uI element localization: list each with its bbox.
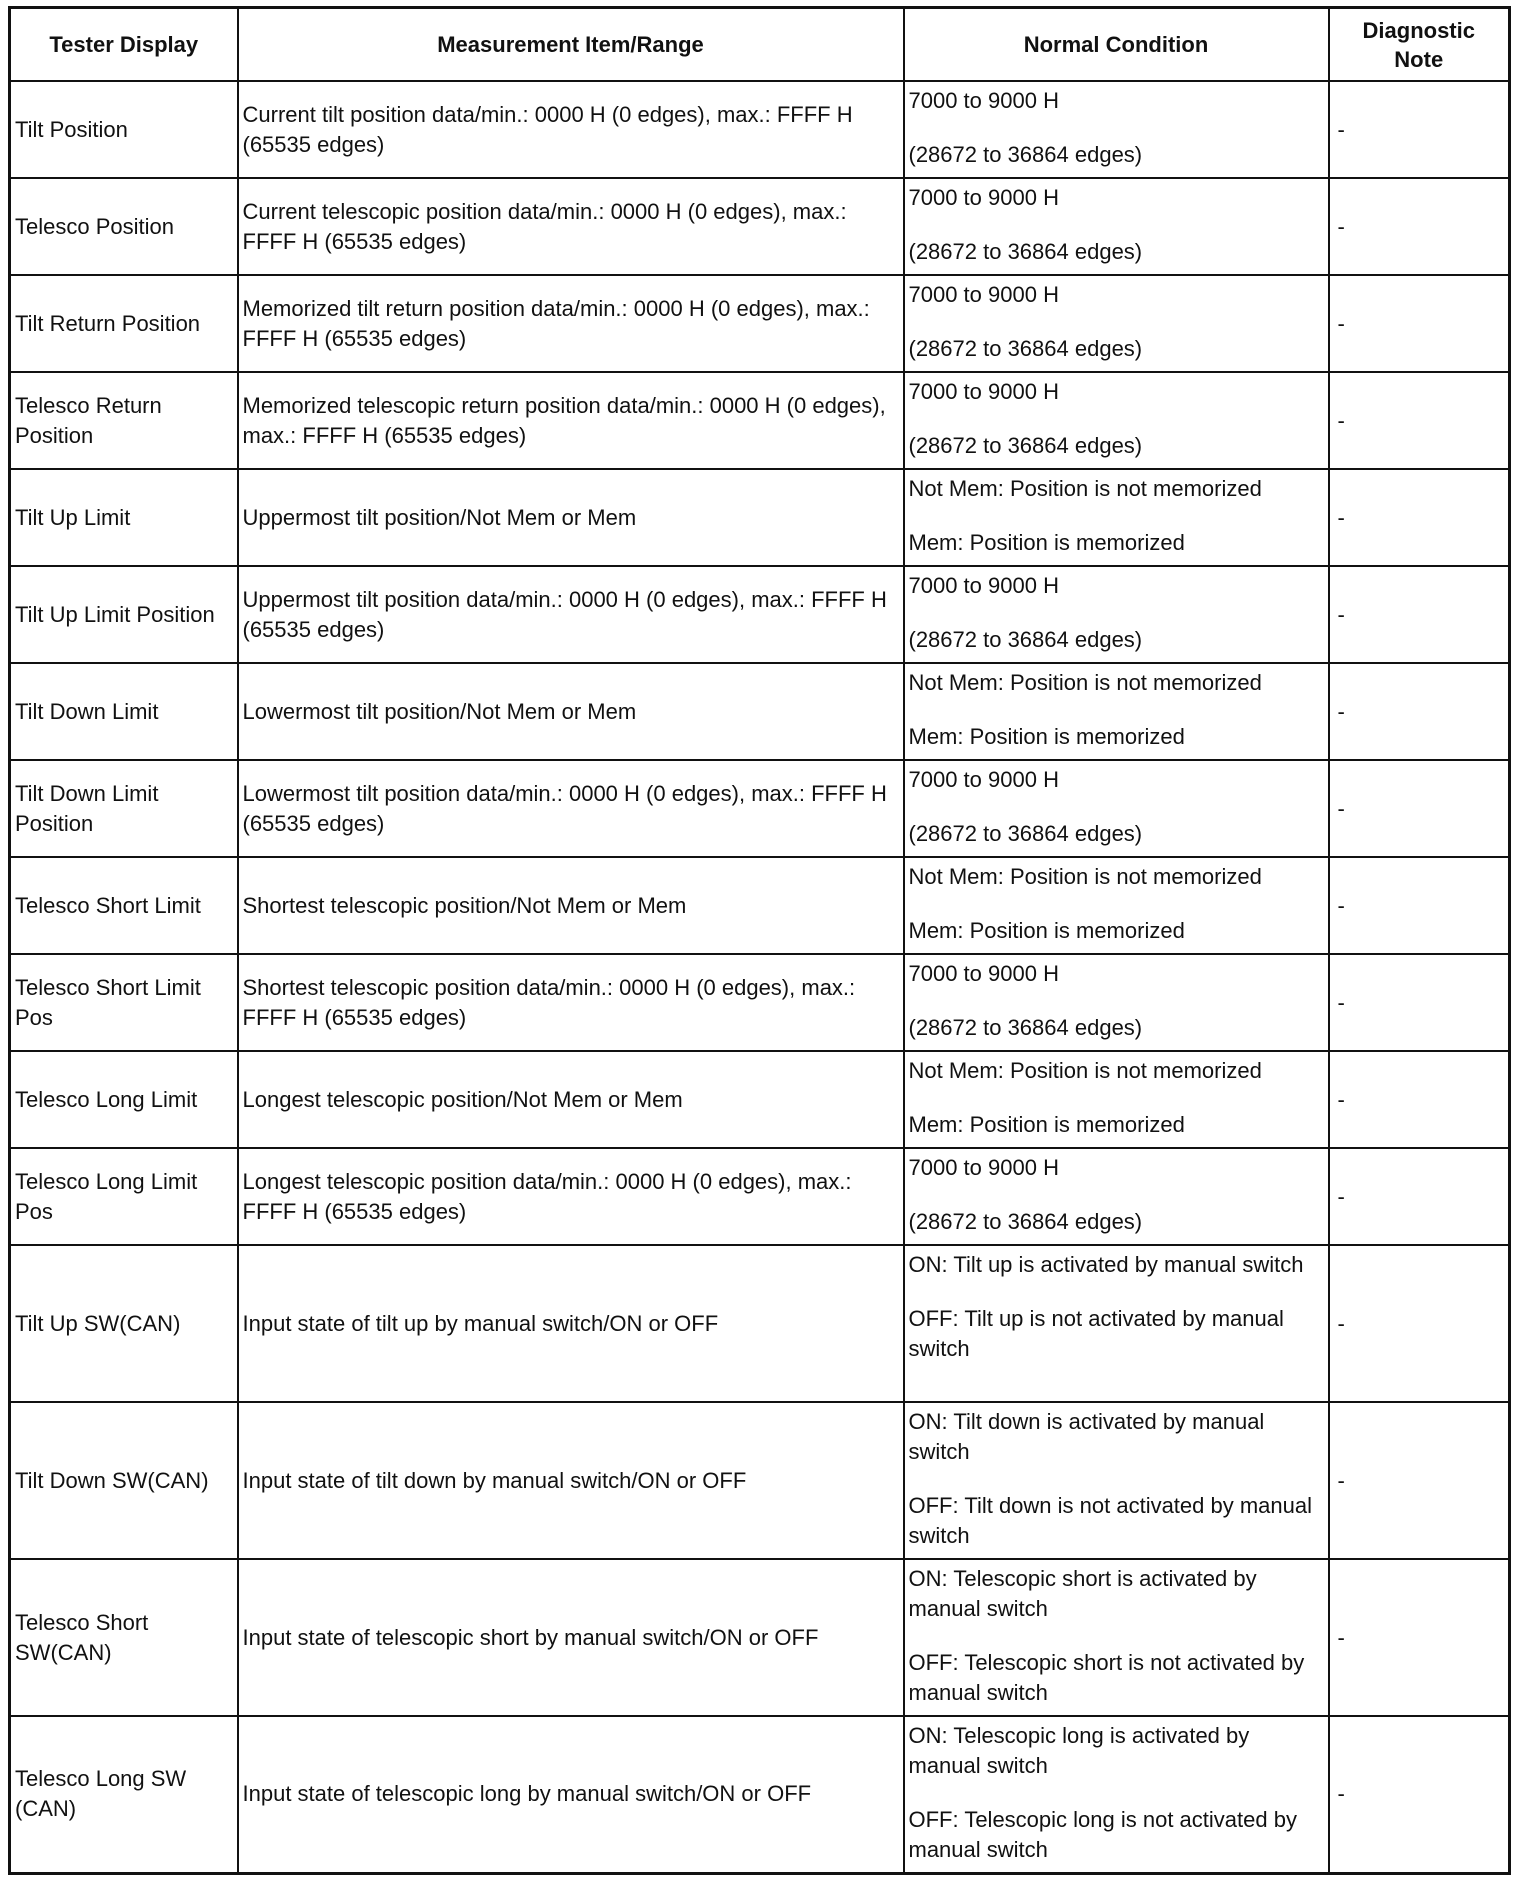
cell-diagnostic-note: - [1329,275,1510,372]
condition-line-1: 7000 to 9000 H [908,961,1059,986]
header-tester-display: Tester Display [10,8,238,82]
condition-line-1: ON: Telescopic long is activated by manual switch [908,1723,1250,1778]
cell-diagnostic-note: - [1329,566,1510,663]
cell-measurement: Shortest telescopic position data/min.: 0000 H (0 edges), max.: FFFF H (65535 edges) [238,954,904,1051]
data-list-table [8,6,1511,1875]
cell-tester-display: Telesco Return Position [10,372,238,469]
cell-tester-display: Tilt Up SW(CAN) [10,1245,238,1402]
cell-measurement: Memorized telescopic return position data/min.: 0000 H (0 edges), max.: FFFF H (65535 edges) [238,372,904,469]
header-normal-condition: Normal Condition [904,8,1329,82]
condition-line-2: Mem: Position is memorized [908,724,1185,749]
condition-line-2: (28672 to 36864 edges) [908,142,1143,167]
condition-line-2: OFF: Telescopic long is not activated by manual switch [908,1807,1297,1862]
cell-tester-display: Telesco Long Limit [10,1051,238,1148]
cell-tester-display: Tilt Down Limit Position [10,760,238,857]
data-list-sheet [8,6,1508,1875]
table-row [10,566,1510,663]
cell-tester-display: Tilt Up Limit [10,469,238,566]
table-body [10,81,1510,1873]
cell-normal-condition [904,857,1329,954]
condition-line-1: 7000 to 9000 H [908,1155,1059,1180]
cell-diagnostic-note: - [1329,663,1510,760]
condition-line-2: (28672 to 36864 edges) [908,821,1143,846]
condition-line-2: OFF: Telescopic short is not activated by manual switch [908,1650,1305,1705]
table-row [10,663,1510,760]
cell-normal-condition [904,81,1329,178]
condition-line-2: OFF: Tilt down is not activated by manual switch [908,1493,1313,1548]
cell-diagnostic-note: - [1329,1148,1510,1245]
header-measurement: Measurement Item/Range [238,8,904,82]
cell-normal-condition [904,760,1329,857]
condition-line-2: Mem: Position is memorized [908,530,1185,555]
cell-tester-display: Telesco Long Limit Pos [10,1148,238,1245]
table-row [10,469,1510,566]
condition-line-2: (28672 to 36864 edges) [908,1015,1143,1040]
cell-tester-display: Telesco Short Limit [10,857,238,954]
table-row [10,178,1510,275]
condition-line-1: Not Mem: Position is not memorized [908,476,1262,501]
cell-measurement: Current tilt position data/min.: 0000 H (0 edges), max.: FFFF H (65535 edges) [238,81,904,178]
condition-line-2: (28672 to 36864 edges) [908,336,1143,361]
table-row [10,372,1510,469]
condition-line-2: Mem: Position is memorized [908,1112,1185,1137]
cell-normal-condition [904,1559,1329,1716]
header-diagnostic-line1: Diagnostic [1362,17,1475,43]
table-row [10,275,1510,372]
cell-measurement: Input state of telescopic short by manual switch/ON or OFF [238,1559,904,1716]
cell-normal-condition [904,372,1329,469]
cell-diagnostic-note: - [1329,1051,1510,1148]
condition-line-1: 7000 to 9000 H [908,573,1059,598]
cell-diagnostic-note: - [1329,1402,1510,1559]
cell-tester-display: Telesco Long SW (CAN) [10,1716,238,1873]
cell-diagnostic-note: - [1329,178,1510,275]
condition-line-1: 7000 to 9000 H [908,379,1059,404]
cell-normal-condition [904,1716,1329,1873]
cell-diagnostic-note: - [1329,372,1510,469]
condition-line-2: OFF: Tilt up is not activated by manual switch [908,1306,1284,1361]
cell-diagnostic-note: - [1329,1559,1510,1716]
header-diagnostic-note [1329,8,1510,82]
cell-normal-condition [904,954,1329,1051]
cell-diagnostic-note: - [1329,760,1510,857]
cell-normal-condition [904,663,1329,760]
header-diagnostic-line2: Note [1394,46,1444,72]
table-row [10,857,1510,954]
cell-tester-display: Telesco Short Limit Pos [10,954,238,1051]
condition-line-1: ON: Tilt down is activated by manual switch [908,1409,1265,1464]
condition-line-1: ON: Telescopic short is activated by manual switch [908,1566,1257,1621]
condition-line-1: ON: Tilt up is activated by manual switch [908,1252,1304,1277]
cell-measurement: Longest telescopic position/Not Mem or Mem [238,1051,904,1148]
cell-normal-condition [904,566,1329,663]
condition-line-2: (28672 to 36864 edges) [908,239,1143,264]
table-row [10,1245,1510,1402]
table-row [10,1051,1510,1148]
cell-diagnostic-note: - [1329,1716,1510,1873]
cell-normal-condition [904,1051,1329,1148]
cell-diagnostic-note: - [1329,469,1510,566]
cell-normal-condition [904,469,1329,566]
cell-measurement: Input state of tilt up by manual switch/ON or OFF [238,1245,904,1402]
condition-line-2: (28672 to 36864 edges) [908,627,1143,652]
cell-measurement: Lowermost tilt position/Not Mem or Mem [238,663,904,760]
table-row [10,1148,1510,1245]
cell-normal-condition [904,1402,1329,1559]
cell-diagnostic-note: - [1329,1245,1510,1402]
condition-line-2: (28672 to 36864 edges) [908,433,1143,458]
cell-measurement: Current telescopic position data/min.: 0000 H (0 edges), max.: FFFF H (65535 edges) [238,178,904,275]
cell-measurement: Uppermost tilt position/Not Mem or Mem [238,469,904,566]
cell-normal-condition [904,1148,1329,1245]
condition-line-1: Not Mem: Position is not memorized [908,670,1262,695]
condition-line-1: Not Mem: Position is not memorized [908,1058,1262,1083]
cell-tester-display: Tilt Return Position [10,275,238,372]
cell-tester-display: Tilt Position [10,81,238,178]
condition-line-1: 7000 to 9000 H [908,282,1059,307]
cell-measurement: Input state of tilt down by manual switch/ON or OFF [238,1402,904,1559]
table-row [10,954,1510,1051]
cell-diagnostic-note: - [1329,81,1510,178]
condition-line-2: (28672 to 36864 edges) [908,1209,1143,1234]
table-row [10,760,1510,857]
cell-measurement: Memorized tilt return position data/min.: 0000 H (0 edges), max.: FFFF H (65535 edges) [238,275,904,372]
cell-measurement: Shortest telescopic position/Not Mem or Mem [238,857,904,954]
cell-tester-display: Tilt Down Limit [10,663,238,760]
table-row [10,1716,1510,1873]
table-row [10,1559,1510,1716]
condition-line-1: Not Mem: Position is not memorized [908,864,1262,889]
header-row [10,8,1510,82]
cell-measurement: Input state of telescopic long by manual switch/ON or OFF [238,1716,904,1873]
cell-measurement: Longest telescopic position data/min.: 0000 H (0 edges), max.: FFFF H (65535 edges) [238,1148,904,1245]
cell-normal-condition [904,275,1329,372]
cell-tester-display: Telesco Short SW(CAN) [10,1559,238,1716]
condition-line-2: Mem: Position is memorized [908,918,1185,943]
cell-normal-condition [904,178,1329,275]
cell-measurement: Lowermost tilt position data/min.: 0000 H (0 edges), max.: FFFF H (65535 edges) [238,760,904,857]
condition-line-1: 7000 to 9000 H [908,767,1059,792]
cell-diagnostic-note: - [1329,857,1510,954]
cell-normal-condition [904,1245,1329,1402]
cell-measurement: Uppermost tilt position data/min.: 0000 H (0 edges), max.: FFFF H (65535 edges) [238,566,904,663]
cell-diagnostic-note: - [1329,954,1510,1051]
cell-tester-display: Tilt Down SW(CAN) [10,1402,238,1559]
condition-line-1: 7000 to 9000 H [908,88,1059,113]
table-row [10,1402,1510,1559]
condition-line-1: 7000 to 9000 H [908,185,1059,210]
table-row [10,81,1510,178]
cell-tester-display: Telesco Position [10,178,238,275]
cell-tester-display: Tilt Up Limit Position [10,566,238,663]
